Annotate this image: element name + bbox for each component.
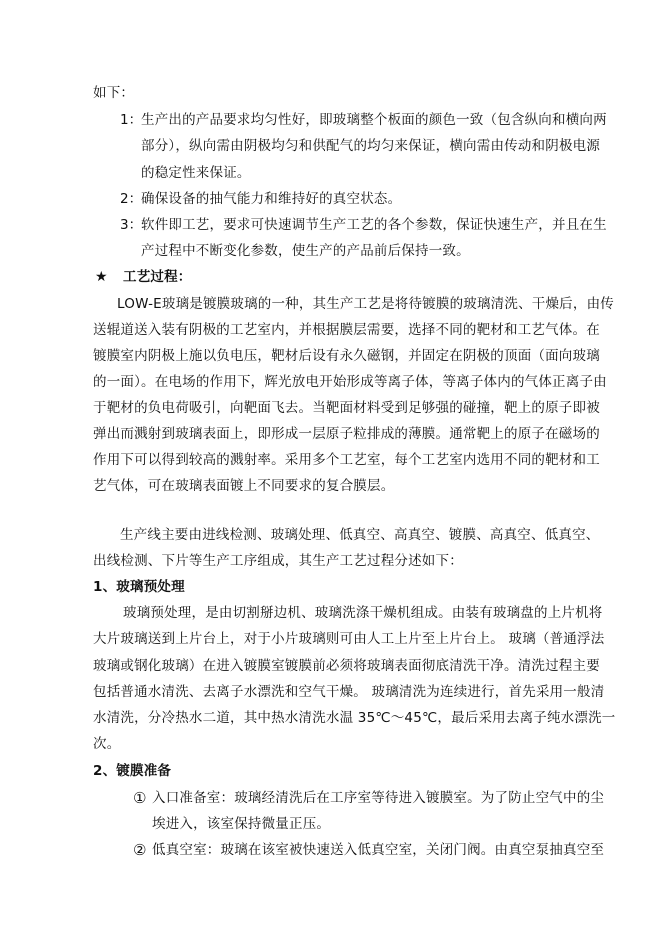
section-2-item-2-number: ②	[133, 841, 147, 859]
section-1-para-line-5: 水清洗，分冷热水二道，其中热水清洗水温 35℃～45℃，最后采用去离子纯水漂洗一	[93, 710, 616, 726]
list-item-1-line-3: 的稳定性来保证。	[141, 165, 251, 181]
section-1-para-line-4: 包括普通水清洗、去离子水漂洗和空气干燥。 玻璃清洗为连续进行，首先采用一般清	[93, 684, 605, 700]
process-para-line-1: LOW-E玻璃是镀膜玻璃的一种，其生产工艺是将待镀膜的玻璃清洗、干燥后，由传	[117, 296, 614, 312]
process-para-line-2: 送辊道送入装有阴极的工艺室内，并根据膜层需要，选择不同的靶材和工艺气体。在	[93, 322, 600, 338]
list-item-1-number: 1：	[120, 112, 143, 128]
section-1-para-line-3: 玻璃或钢化玻璃）在进入镀膜室镀膜前必须将玻璃表面彻底清洗干净。清洗过程主要	[93, 658, 600, 674]
star-icon: ★	[95, 269, 108, 285]
process-para-line-7: 作用下可以得到较高的溅射率。采用多个工艺室，每个工艺室内选用不同的靶材和工	[93, 452, 600, 468]
list-item-3-line-1: 软件即工艺，要求可快速调节生产工艺的各个参数，保证快速生产，并且在生	[141, 217, 607, 233]
list-item-2-text: 确保设备的抽气能力和维持好的真空状态。	[141, 191, 402, 207]
list-item-1-line-1: 生产出的产品要求均匀性好，即玻璃整个板面的颜色一致（包含纵向和横向两	[141, 112, 607, 128]
section-1-heading: 1、玻璃预处理	[93, 579, 185, 595]
section-2-item-2-text: 低真空室：玻璃在该室被快速送入低真空室，关闭门阀。由真空泵抽真空至	[152, 842, 605, 858]
section-2-item-1-line-2: 埃进入，该室保持微量正压。	[152, 816, 331, 832]
section-1-para-line-2: 大片玻璃送到上片台上，对于小片玻璃则可由人工上片至上片台上。 玻璃（普通浮法	[93, 631, 605, 647]
section-2-item-1-line-1: 入口准备室：玻璃经清洗后在工序室等待进入镀膜室。为了防止空气中的尘	[152, 790, 605, 806]
process-para-line-6: 弹出而溅射到玻璃表面上，即形成一层原子粒排成的薄膜。通常靶上的原子在磁场的	[93, 426, 600, 442]
process-para-line-8: 艺气体，可在玻璃表面镀上不同要求的复合膜层。	[93, 478, 395, 494]
section-1-para-line-1: 玻璃预处理，是由切割掰边机、玻璃洗涤干燥机组成。由装有玻璃盘的上片机将	[123, 605, 603, 621]
process-para-line-3: 镀膜室内阴极上施以负电压，靶材后设有永久磁钢，并固定在阴极的顶面（面向玻璃	[93, 348, 600, 364]
list-item-3-line-2: 产过程中不断变化参数，使生产的产品前后保持一致。	[141, 243, 470, 259]
process-para-line-5: 于靶材的负电荷吸引，向靶面飞去。当靶面材料受到足够强的碰撞，靶上的原子即被	[93, 400, 600, 416]
section-1-para-line-6: 次。	[93, 736, 121, 752]
section-2-item-1-number: ①	[133, 789, 147, 807]
process-heading: 工艺过程：	[123, 269, 192, 285]
section-2-heading: 2、镀膜准备	[93, 763, 172, 779]
summary-line-2: 出线检测、下片等生产工序组成，其生产工艺过程分述如下：	[93, 553, 463, 569]
list-item-2-number: 2：	[120, 191, 143, 207]
list-item-1-line-2: 部分），纵向需由阴极均匀和供配气的均匀来保证，横向需由传动和阴极电源	[141, 138, 601, 154]
list-item-3-number: 3：	[120, 217, 143, 233]
summary-line-1: 生产线主要由进线检测、玻璃处理、低真空、高真空、镀膜、高真空、低真空、	[120, 527, 600, 543]
intro-text: 如下：	[93, 85, 135, 101]
process-para-line-4: 的一面）。在电场的作用下，辉光放电开始形成等离子体，等离子体内的气体正离子由	[93, 374, 607, 390]
